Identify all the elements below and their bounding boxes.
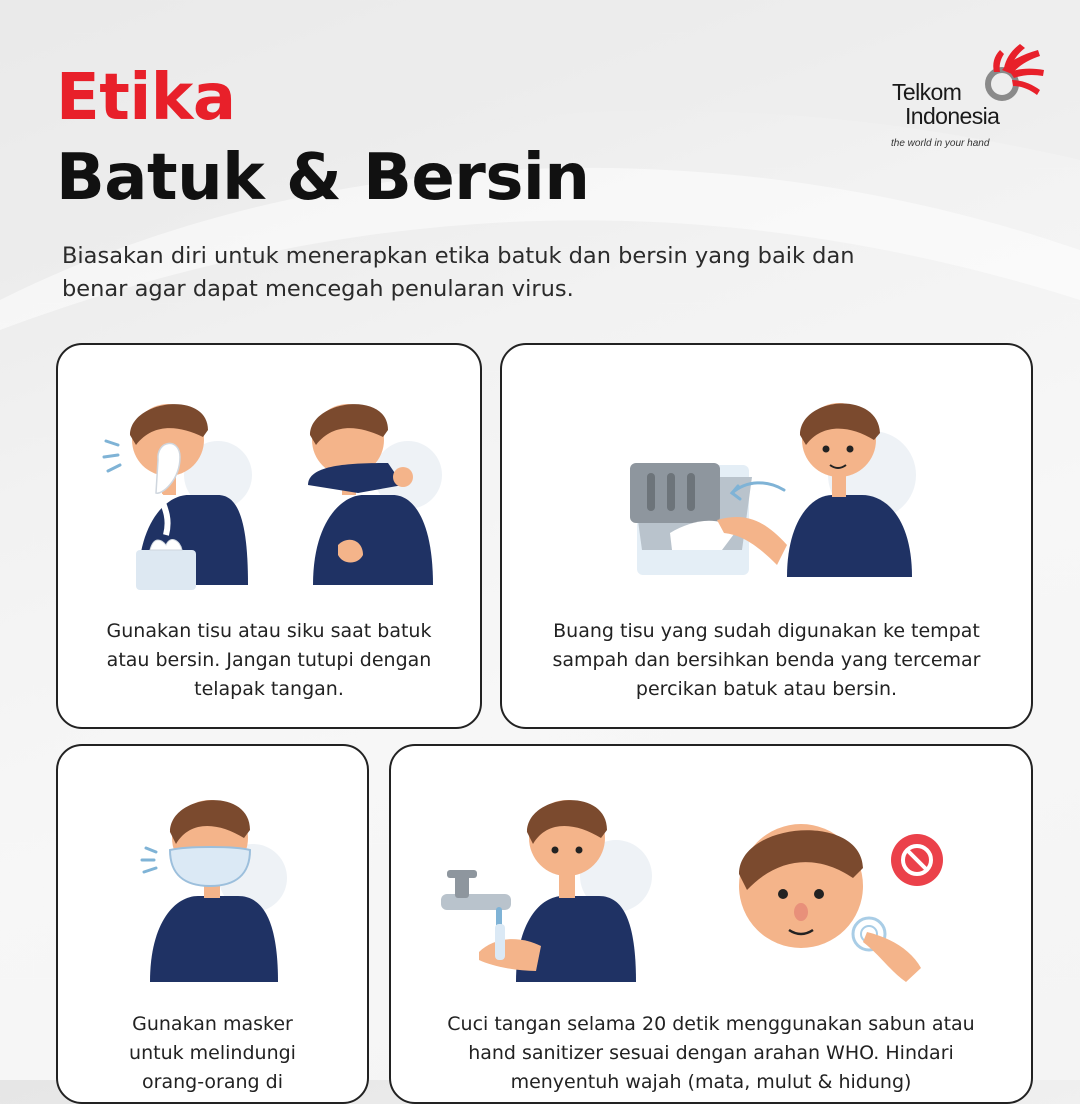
card-text: Gunakan masker untuk melindungi orang-orang di xyxy=(129,1013,296,1093)
logo-wordmark xyxy=(892,80,999,128)
card-mask xyxy=(56,744,369,1104)
illustration-trash-bin xyxy=(502,345,1033,595)
card-text: Buang tisu yang sudah digunakan ke tempat sampah dan bersihkan benda yang tercemar percikan batuk atau bersin. xyxy=(552,620,981,700)
logo-tagline: the world in your hand xyxy=(891,138,990,149)
card-dispose-tissue xyxy=(500,343,1033,729)
card-text: Gunakan tisu atau siku saat batuk atau bersin. Jangan tutupi dengan telapak tangan. xyxy=(106,620,432,700)
logo-name-line1: Telkom xyxy=(892,79,962,105)
illustration-handwash xyxy=(391,746,1033,986)
intro-text: Biasakan diri untuk menerapkan etika batuk dan bersin yang baik dan benar agar dapat mencegah penularan virus. xyxy=(62,243,855,302)
card-tissue-elbow xyxy=(56,343,482,729)
card-handwash xyxy=(389,744,1033,1104)
illustration-sneeze-tissue xyxy=(58,345,482,595)
card-text: Cuci tangan selama 20 detik menggunakan sabun atau hand sanitizer sesuai dengan arahan WHO. Hindari menyentuh wajah (mata, mulut & hidung) xyxy=(447,1013,975,1093)
logo-name-line2: Indonesia xyxy=(905,103,1000,129)
title-batuk-bersin: Batuk & Bersin xyxy=(56,141,590,215)
title-etika: Etika xyxy=(56,61,236,135)
illustration-mask xyxy=(58,746,369,986)
telkom-logo xyxy=(888,42,1058,157)
